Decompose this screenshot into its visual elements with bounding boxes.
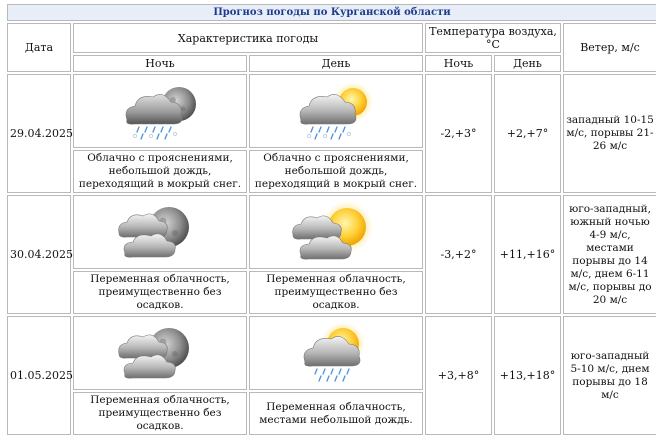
temp-night: -3,+2° <box>425 195 492 314</box>
header-night: Ночь <box>73 55 247 72</box>
wind: западный 10-15 м/с, порывы 21-26 м/с <box>563 74 656 193</box>
wind: юго-западный, южный ночью 4-9 м/с, местами порывы до 14 м/с, днем 6-11 м/с, порывы до 20 м/с <box>563 195 656 314</box>
day-icon-cell <box>249 74 423 148</box>
header-wind: Ветер, м/с <box>563 23 656 72</box>
temp-night: -2,+3° <box>425 74 492 193</box>
day-description: Переменная облачность, преимущественно без осадков. <box>249 271 423 314</box>
table-row <box>7 74 656 148</box>
night-partly-cloudy-icon <box>105 197 215 267</box>
header-date: Дата <box>7 23 71 72</box>
day-description: Облачно с прояснениями, небольшой дождь, переходящий в мокрый снег. <box>249 150 423 193</box>
header-temperature: Температура воздуха, °С <box>425 23 561 53</box>
day-icon-cell <box>249 195 423 269</box>
header-characteristics: Характеристика погоды <box>73 23 423 53</box>
night-icon-cell <box>73 74 247 148</box>
night-icon-cell <box>73 195 247 269</box>
temp-night: +3,+8° <box>425 316 492 435</box>
row-date: 29.04.2025 <box>7 74 71 193</box>
header-temp-night: Ночь <box>425 55 492 72</box>
wind: юго-западный 5-10 м/с, днем порывы до 18 м/с <box>563 316 656 435</box>
temp-day: +11,+16° <box>494 195 561 314</box>
night-description: Облачно с прояснениями, небольшой дождь, переходящий в мокрый снег. <box>73 150 247 193</box>
forecast-table <box>5 2 656 437</box>
night-icon-cell <box>73 316 247 390</box>
temp-day: +13,+18° <box>494 316 561 435</box>
day-partly-cloudy-icon <box>281 197 391 267</box>
row-date: 01.05.2025 <box>7 316 71 435</box>
day-cloudy-rain-snow-icon <box>281 76 391 146</box>
night-description: Переменная облачность, преимущественно без осадков. <box>73 271 247 314</box>
day-partly-cloudy-rain-icon <box>281 318 391 388</box>
table-row <box>7 195 656 269</box>
day-icon-cell <box>249 316 423 390</box>
header-day: День <box>249 55 423 72</box>
table-title: Прогноз погоды по Курганской области <box>7 4 656 21</box>
night-cloudy-rain-snow-icon <box>105 76 215 146</box>
row-date: 30.04.2025 <box>7 195 71 314</box>
temp-day: +2,+7° <box>494 74 561 193</box>
day-description: Переменная облачность, местами небольшой дождь. <box>249 392 423 435</box>
night-description: Переменная облачность, преимущественно без осадков. <box>73 392 247 435</box>
forecast-container <box>5 2 654 437</box>
header-temp-day: День <box>494 55 561 72</box>
table-row <box>7 316 656 390</box>
night-partly-cloudy-icon <box>105 318 215 388</box>
